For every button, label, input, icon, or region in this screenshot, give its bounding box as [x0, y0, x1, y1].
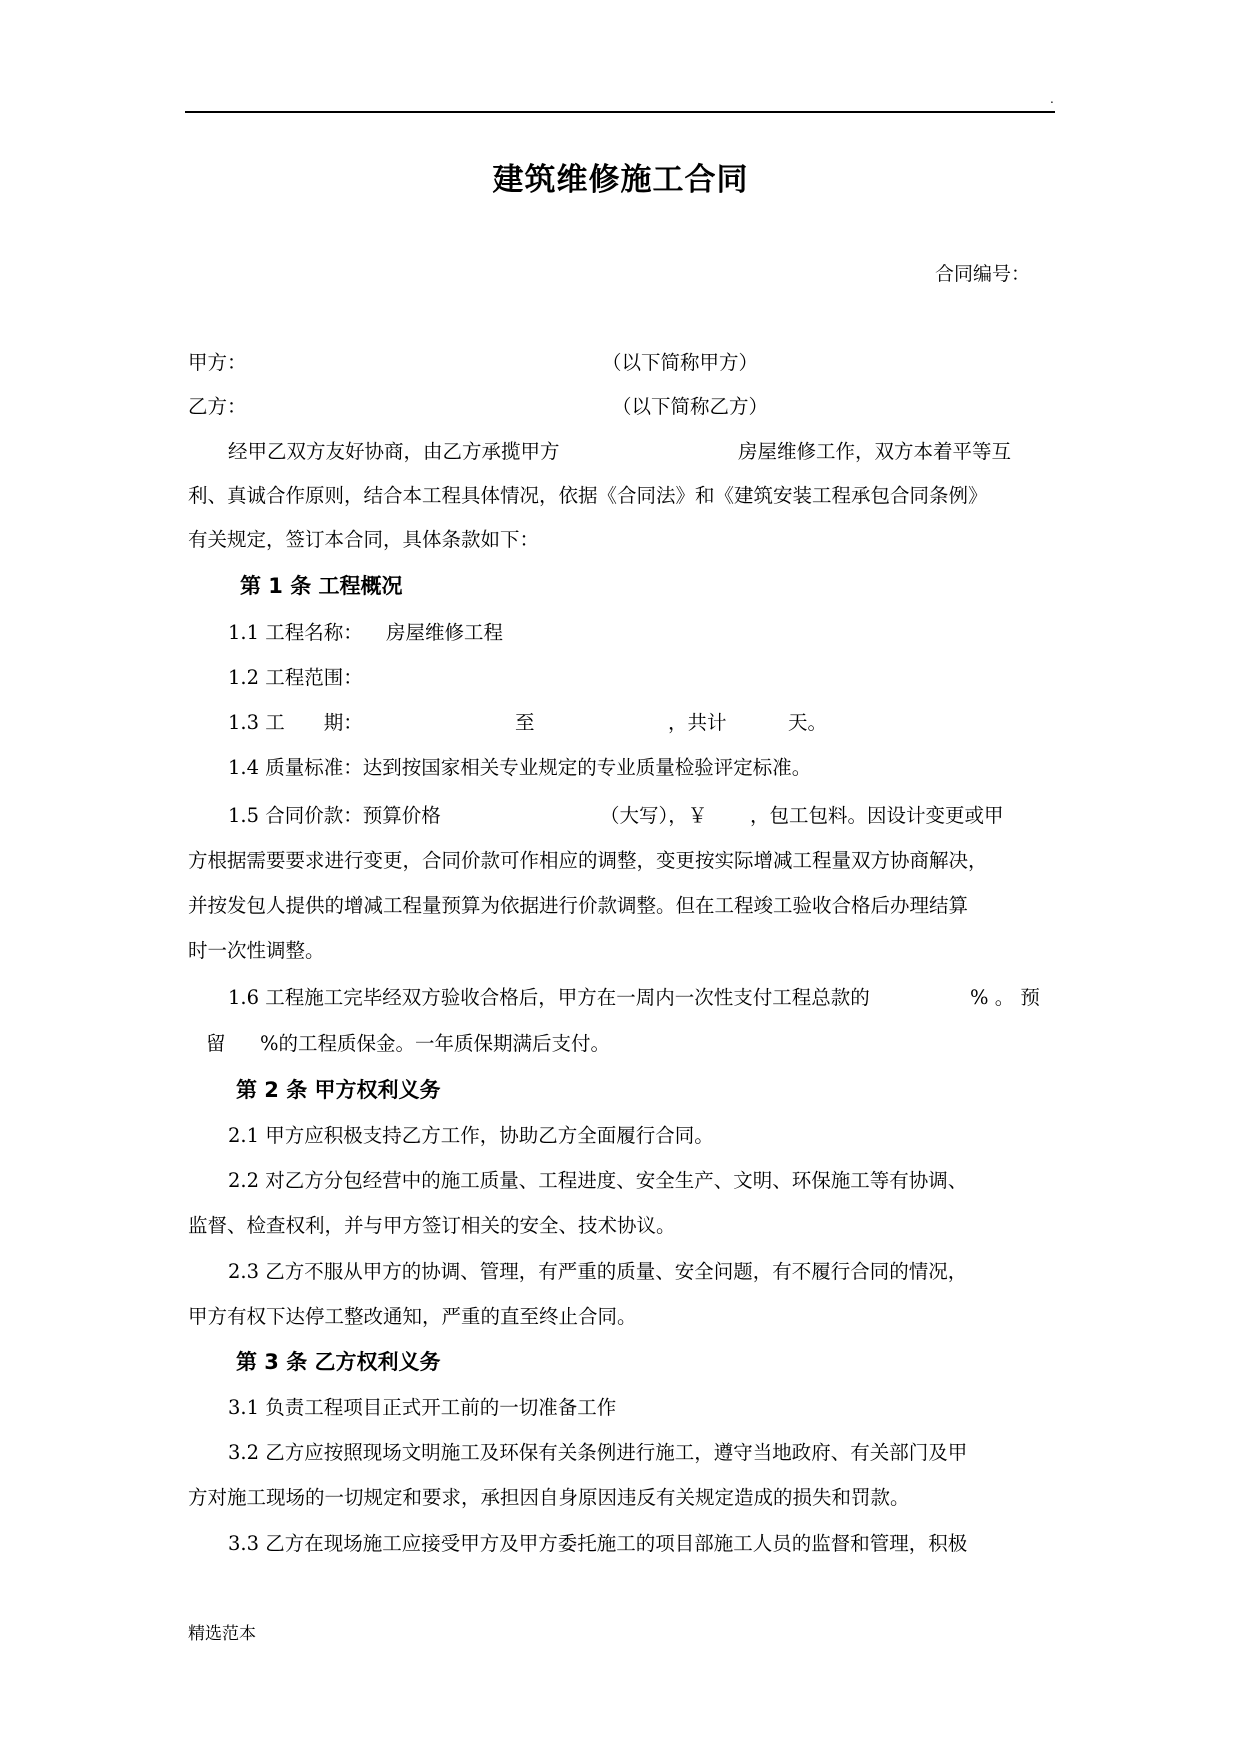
clause-1-4: 1.4 质量标准：达到按国家相关专业规定的专业质量检验评定标准。	[228, 756, 812, 779]
clause-2-3-line-1: 2.3 乙方不服从甲方的协调、管理，有严重的质量、安全问题，有不履行合同的情况，	[228, 1260, 968, 1283]
clause-1-5-b: （大写），￥	[600, 804, 708, 827]
intro-line-3: 有关规定，签订本合同，具体条款如下：	[188, 528, 540, 551]
clause-3-2-line-2: 方对施工现场的一切规定和要求，承担因自身原因违反有关规定造成的损失和罚款。	[188, 1486, 910, 1509]
party-a-label: 甲方：	[188, 351, 247, 374]
party-b-label: 乙方：	[188, 395, 247, 418]
clause-1-3-to: 至	[515, 711, 535, 734]
clause-1-1-value: 房屋维修工程	[386, 621, 504, 644]
clause-3-1: 3.1 负责工程项目正式开工前的一切准备工作	[228, 1396, 617, 1419]
clause-1-3-label: 1.3 工 期：	[228, 711, 363, 734]
clause-2-1: 2.1 甲方应积极支持乙方工作，协助乙方全面履行合同。	[228, 1124, 714, 1147]
clause-2-3-line-2: 甲方有权下达停工整改通知，严重的直至终止合同。	[188, 1305, 637, 1328]
footer-label: 精选范本	[188, 1624, 256, 1644]
article-1-heading: 第 1 条 工程概况	[240, 574, 403, 598]
party-a-alias: （以下简称甲方）	[602, 351, 759, 374]
clause-1-6-line-2a: 留	[206, 1032, 226, 1055]
document-title: 建筑维修施工合同	[492, 162, 749, 198]
clause-1-1-label: 1.1 工程名称：	[228, 621, 363, 644]
clause-1-6-line-2b: %的工程质保金。一年质保期满后支付。	[260, 1032, 611, 1055]
intro-line-1b: 房屋维修工作，双方本着平等互	[738, 440, 1012, 463]
clause-3-2-line-1: 3.2 乙方应按照现场文明施工及环保有关条例进行施工，遵守当地政府、有关部门及甲	[228, 1441, 968, 1464]
clause-1-5-line-4: 时一次性调整。	[188, 939, 325, 962]
contract-number-label: 合同编号：	[935, 263, 1031, 285]
party-b-alias: （以下简称乙方）	[612, 395, 769, 418]
clause-3-3-line-1: 3.3 乙方在现场施工应接受甲方及甲方委托施工的项目部施工人员的监督和管理，积极	[228, 1532, 968, 1555]
header-dot: .	[1050, 92, 1054, 106]
clause-1-6-b: % 。 预	[970, 986, 1040, 1009]
clause-1-3-days: 天。	[788, 711, 828, 734]
clause-1-2: 1.2 工程范围：	[228, 666, 363, 689]
clause-2-2-line-2: 监督、检查权利，并与甲方签订相关的安全、技术协议。	[188, 1214, 676, 1237]
clause-1-5-a: 1.5 合同价款：预算价格	[228, 804, 441, 827]
clause-2-2-line-1: 2.2 对乙方分包经营中的施工质量、工程进度、安全生产、文明、环保施工等有协调、	[228, 1169, 968, 1192]
clause-1-5-line-2: 方根据需要要求进行变更，合同价款可作相应的调整，变更按实际增减工程量双方协商解决，	[188, 849, 988, 872]
clause-1-3-total: ，共计	[668, 711, 727, 734]
clause-1-5-c: ，包工包料。因设计变更或甲	[750, 804, 1004, 827]
intro-line-1a: 经甲乙双方友好协商，由乙方承揽甲方	[228, 440, 560, 463]
clause-1-5-line-3: 并按发包人提供的增减工程量预算为依据进行价款调整。但在工程竣工验收合格后办理结算	[188, 894, 969, 917]
article-2-heading: 第 2 条 甲方权利义务	[236, 1078, 441, 1102]
intro-line-2: 利、真诚合作原则，结合本工程具体情况，依据《合同法》和《建筑安装工程承包合同条例》	[188, 484, 988, 507]
clause-1-6-a: 1.6 工程施工完毕经双方验收合格后，甲方在一周内一次性支付工程总款的	[228, 986, 870, 1009]
header-rule	[185, 111, 1055, 113]
article-3-heading: 第 3 条 乙方权利义务	[236, 1350, 441, 1374]
